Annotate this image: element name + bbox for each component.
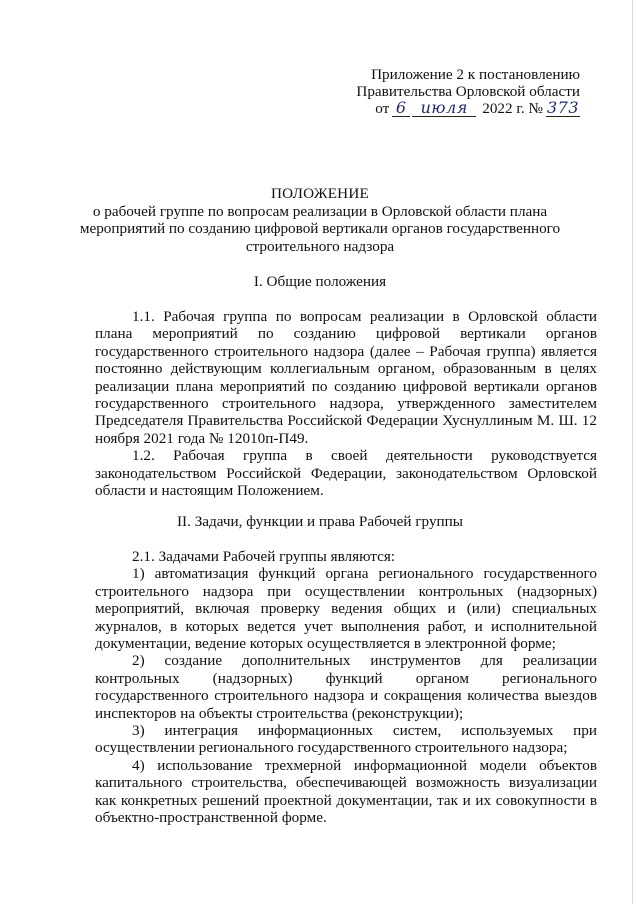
paragraph-1-2: 1.2. Рабочая группа в своей деятельности руководствуется законодательством Российской Федерации, законодательством Орловской области и настоящим Положением. (95, 447, 597, 500)
section-1-body (95, 308, 597, 499)
title-line-1: о рабочей группе по вопросам реализации в Орловской области плана (92, 202, 548, 220)
date-year: 2022 г. № (482, 100, 543, 117)
list-item: 4) использование трехмерной информационной модели объектов капитального строительства, обеспечивающей возможность визуализации как конкретных решений проектной документации, так и их совокупности в объектно-пространственной форме. (95, 756, 597, 827)
date-month-handwritten: июля (420, 98, 468, 117)
page-edge (632, 0, 633, 904)
section-2-body (95, 548, 597, 827)
appendix-date-line (350, 100, 580, 117)
section-2-heading: II. Задачи, функции и права Рабочей группы (176, 513, 463, 530)
date-day-field (392, 100, 410, 117)
document-title: ПОЛОЖЕНИЕ (271, 185, 369, 202)
document-title-block (60, 185, 580, 255)
title-line-2: мероприятий по созданию цифровой вертикали органов государственного (79, 220, 561, 237)
appendix-line-1: Приложение 2 к постановлению (371, 66, 580, 83)
section-1-heading: I. Общие положения (253, 273, 387, 290)
number-handwritten: 373 (546, 98, 580, 117)
date-prefix: от (375, 100, 390, 117)
date-day-handwritten: 6 (395, 98, 407, 117)
list-item: 2) создание дополнительных инструментов для реализации контрольных (надзорных) функций органом регионального государственного строительного надзора и сокращения количества выездов инспекторов на объекты строительства (реконструкции); (95, 652, 597, 722)
list-item: 1) автоматизация функций органа регионального государственного строительного надзора при осуществлении контрольных (надзорных) мероприятий, включая проверку ведения общих и (или) специальных журналов, в которых ведется учет выполнения работ, и исполнительной документации, ведение которых осуществляется в электронной форме; (95, 565, 597, 653)
list-item: 3) интеграция информационных систем, используемых при осуществлении регионального государственного строительного надзора; (95, 722, 597, 757)
appendix-header (350, 66, 580, 117)
paragraph-2-1: 2.1. Задачами Рабочей группы являются: (132, 548, 396, 565)
title-line-3: строительного надзора (245, 237, 395, 255)
date-month-field (412, 100, 476, 117)
paragraph-1-1: 1.1. Рабочая группа по вопросам реализации в Орловской области плана мероприятий по созданию цифровой вертикали органов государственного строительного надзора (далее – Рабочая группа) является постоянно действующим коллегиальным органом, образованным в целях реализации плана мероприятий по созданию цифровой вертикали органов государственного строительного надзора, утвержденного заместителем Председателя Правительства Российской Федерации Хуснуллиным М. Ш. 12 ноября 2021 года № 12010п-П49. (95, 308, 597, 447)
appendix-line-2: Правительства Орловской области (356, 83, 580, 100)
number-field (546, 100, 580, 117)
